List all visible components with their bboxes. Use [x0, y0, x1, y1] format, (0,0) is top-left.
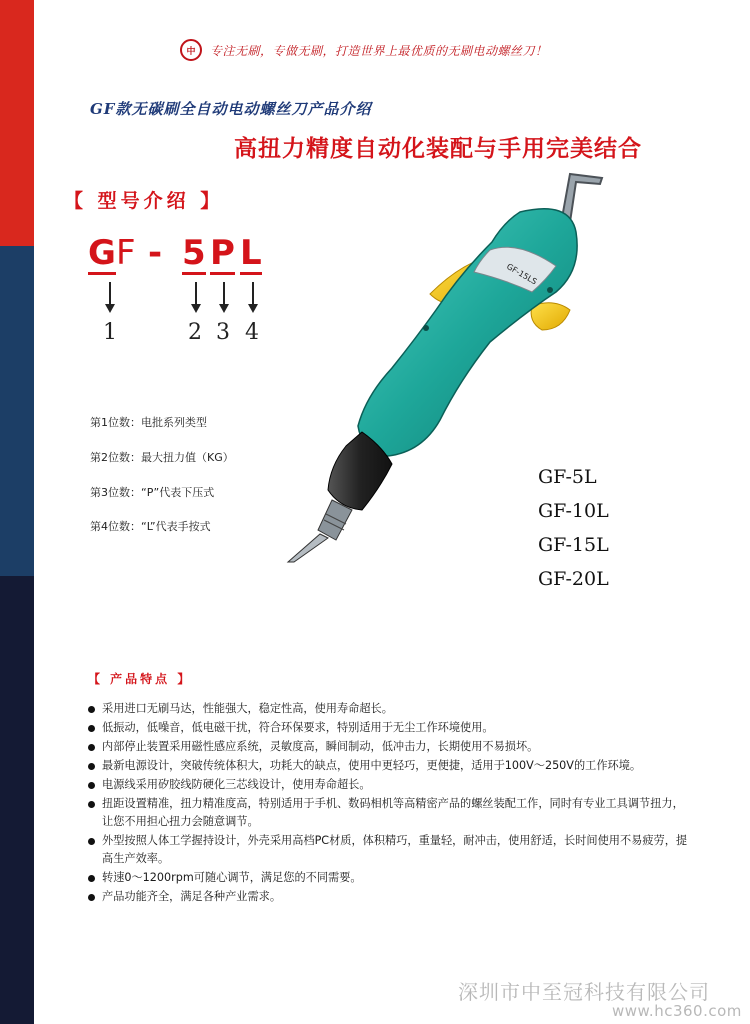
digit-description-4: 第4位数：“L”代表手按式	[90, 520, 211, 533]
feature-text: 低振动，低噪音，低电磁干扰，符合环保要求，特别适用于无尘工作环境使用。	[102, 721, 494, 734]
feature-item	[88, 757, 688, 775]
feature-text: 内部停止装置采用磁性感应系统，灵敏度高，瞬间制动，低冲击力，长期使用不易损坏。	[102, 740, 539, 753]
logo-mark: 中	[186, 46, 196, 57]
arrow-1-line	[109, 282, 111, 306]
position-number-2: 2	[188, 320, 202, 345]
model-section-title: 【 型号介绍 】	[64, 190, 224, 212]
model-char-dash: -	[148, 233, 163, 273]
features-title: 【 产品特点 】	[88, 672, 193, 686]
feature-item	[88, 738, 688, 756]
feature-text: 产品功能齐全，满足各种产业需求。	[102, 890, 282, 903]
arrow-1-head	[105, 304, 115, 313]
bullet-icon	[88, 782, 95, 789]
position-number-4: 4	[245, 320, 259, 345]
position-number-1: 1	[103, 320, 117, 345]
bullet-icon	[88, 801, 95, 808]
tool-label: GF-15LS	[505, 261, 539, 287]
sidebar-blue-band	[0, 246, 34, 576]
feature-text: 转速0～1200rpm可随心调节，满足您的不同需要。	[102, 871, 362, 884]
tool-body	[358, 209, 577, 456]
bullet-icon	[88, 763, 95, 770]
digit-description-2: 第2位数：最大扭力值（KG）	[90, 451, 234, 464]
position-number-3: 3	[216, 320, 230, 345]
product-intro-title: GF款无碳刷全自动电动螺丝刀产品介绍	[90, 100, 372, 118]
feature-item	[88, 795, 688, 831]
digit-description-3: 第3位数：“P”代表下压式	[90, 486, 215, 499]
sidebar-red-band	[0, 0, 34, 246]
arrow-3-head	[219, 304, 229, 313]
grip-dot	[423, 325, 429, 331]
company-name: 深圳市中至冠科技有限公司	[458, 980, 710, 1004]
model-char-f: F	[116, 233, 136, 273]
model-char-l: L	[240, 233, 262, 273]
grip-dot	[547, 287, 553, 293]
model-char-g: G	[88, 233, 116, 273]
model-char-p: P	[210, 233, 235, 273]
arrow-4-line	[252, 282, 254, 306]
feature-item	[88, 832, 688, 868]
screw-bit	[288, 534, 328, 562]
feature-item	[88, 776, 688, 794]
model-item: GF-15L	[538, 534, 609, 556]
bullet-icon	[88, 838, 95, 845]
feature-item	[88, 869, 688, 887]
sidebar-navy-band	[0, 576, 34, 1024]
bullet-icon	[88, 894, 95, 901]
bullet-icon	[88, 706, 95, 713]
model-char-5: 5	[182, 233, 206, 273]
digit-description-1: 第1位数：电批系列类型	[90, 416, 207, 429]
site-watermark: www.hc360.com	[612, 1002, 742, 1020]
models-list	[538, 460, 609, 596]
bullet-icon	[88, 725, 95, 732]
arrow-2-line	[195, 282, 197, 306]
feature-text: 最新电源设计，突破传统体积大，功耗大的缺点，使用中更轻巧，更便捷，适用于100V～250V的工作环境。	[102, 759, 642, 772]
model-item: GF-20L	[538, 568, 609, 590]
features-list	[88, 700, 688, 907]
headline: 高扭力精度自动化装配与手用完美结合	[234, 136, 642, 162]
hanger-hook	[562, 174, 602, 222]
arrow-4-head	[248, 304, 258, 313]
feature-text: 扭距设置精准，扭力精准度高，特别适用于手机、数码相机等高精密产品的螺丝装配工作，同时有专业工具调节扭力，让您不用担心扭力会随意调节。	[102, 797, 684, 828]
company-logo	[180, 39, 202, 61]
feature-item	[88, 700, 688, 718]
feature-item	[88, 719, 688, 737]
bullet-icon	[88, 875, 95, 882]
bullet-icon	[88, 744, 95, 751]
direction-switch	[531, 303, 570, 330]
model-item: GF-5L	[538, 466, 597, 488]
model-item: GF-10L	[538, 500, 609, 522]
feature-text: 电源线采用矽胶线防硬化三芯线设计，使用寿命超长。	[102, 778, 371, 791]
slogan-row	[180, 38, 548, 62]
feature-text: 采用进口无刷马达，性能强大，稳定性高，使用寿命超长。	[102, 702, 393, 715]
feature-item	[88, 888, 688, 906]
arrow-3-line	[223, 282, 225, 306]
feature-text: 外型按照人体工学握持设计，外壳采用高档PC材质，体积精巧，重量轻，耐冲击，使用舒适，长时间使用不易疲劳，提高生产效率。	[102, 834, 688, 865]
arrow-2-head	[191, 304, 201, 313]
slogan-text: 专注无刷，专做无刷，打造世界上最优质的无刷电动螺丝刀！	[210, 43, 548, 58]
